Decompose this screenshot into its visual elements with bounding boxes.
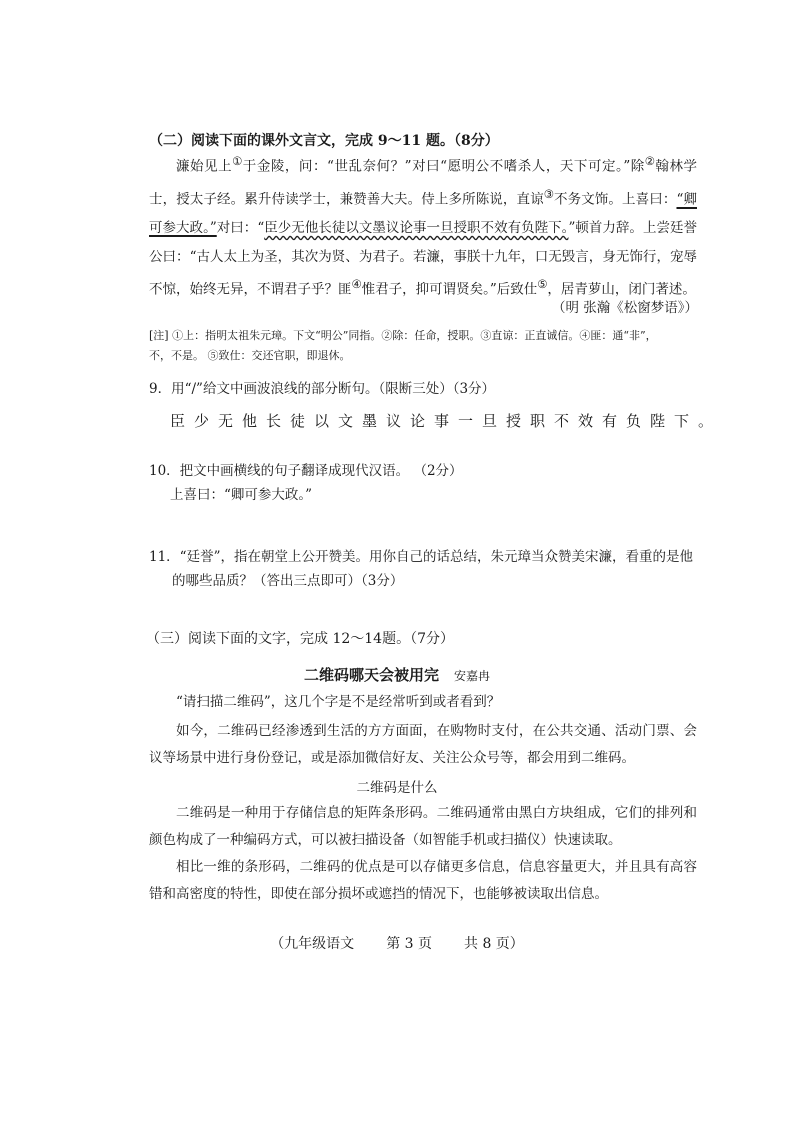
article-author: 安嘉冉 xyxy=(454,669,491,683)
section2-heading: （二）阅读下面的课外文言文，完成 9～11 题。（8分） xyxy=(149,133,499,149)
passage-text: ，居青萝山，闭门著述。 xyxy=(547,281,696,298)
section3-heading: （三）阅读下面的文字，完成 12～14题。（7分） xyxy=(146,631,454,647)
article-paragraph: 相比一维的条形码，二维码的优点是可以存储更多信息，信息容量更大，并且具有高容错和高密度的特性，即使在部分损坏或遮挡的情况下，也能够被读取出信息。 xyxy=(149,859,697,902)
q11-stem-continued: 的哪些品质？（答出三点即可）（3分） xyxy=(172,573,404,589)
article-paragraph: 二维码是一种用于存储信息的矩阵条形码。二维码通常由黑白方块组成，它们的排列和颜色构成了一种编码方式，可以被扫描设备（如智能手机或扫描仪）快速读取。 xyxy=(149,805,697,848)
article-subheading: 二维码是什么 xyxy=(356,780,438,796)
note-marker: ② xyxy=(644,155,656,168)
note-marker: ① xyxy=(232,155,243,168)
classical-passage xyxy=(149,148,697,304)
footer-subject: （九年级语文 xyxy=(270,936,355,952)
q10-stem: 10．把文中画横线的句子翻译成现代汉语。 （2分） xyxy=(149,463,463,479)
passage-text: 翰林学士，授太子经。累升侍读学士，兼赞善大夫。侍上多所陈说，直谅 xyxy=(149,158,697,208)
passage-text: 于金陵，问：“世乱奈何？”对曰“愿明公不嗜杀人，天下可定。”除 xyxy=(242,158,645,175)
wavy-underlined-sentence: 臣少无他长徒以文墨议论事一旦授职不效有负陛下。 xyxy=(264,220,569,236)
article-title: 二维码哪天会被用完 xyxy=(303,666,439,684)
q9-sentence[interactable]: 臣少无他长徒以文墨议论事一旦授职不效有负陛下。 xyxy=(170,412,723,430)
annotation-notes xyxy=(149,326,709,366)
passage-text: 惟君子，抑可谓贤矣。”后致仕 xyxy=(361,281,538,298)
passage-text: 濂始见上 xyxy=(176,158,233,175)
notes-line: 不，不是。 ⑤致仕：交还官职，即退休。 xyxy=(149,349,351,362)
note-marker: ⑤ xyxy=(537,278,548,291)
passage-text: 对曰：“ xyxy=(216,220,265,236)
note-marker: ④ xyxy=(351,278,362,291)
passage-text: ”顿首力辞。上尝廷誉公曰：“古人太上为圣，其次为贤、为君子。若濂，事朕十九年，口无毁言，身无饰行，宠辱不惊，始终无异，不谓君子乎？匪 xyxy=(149,220,698,298)
q11-stem: 11．“廷誉”，指在朝堂上公开赞美。用你自己的话总结，朱元璋当众赞美宋濂，看重的是他 xyxy=(149,549,693,565)
notes-line: [注] ①上：指明太祖朱元璋。下文“明公”同指。②除：任命，授职。③直谅：正直诚信。④匪：通“非”， xyxy=(149,329,657,342)
article-header xyxy=(0,664,794,685)
footer-page-number: 第 3 页 xyxy=(386,936,432,952)
q9-stem: 9．用“/”给文中画波浪线的部分断句。（限断三处）（3分） xyxy=(149,381,496,397)
underlined-sentence: “卿可参大政。” xyxy=(149,191,697,236)
page-footer xyxy=(0,933,794,953)
article-paragraph: 如今，二维码已经渗透到生活的方方面面，在购物时支付，在公共交通、活动门票、会议等场景中进行身份登记，或是添加微信好友、关注公众号等，都会用到二维码。 xyxy=(149,723,697,766)
passage-text: 不务文饰。上喜曰： xyxy=(553,191,677,208)
note-marker: ③ xyxy=(543,188,554,201)
footer-total-pages: 共 8 页） xyxy=(464,936,524,952)
q10-sentence: 上喜曰：“卿可参大政。” xyxy=(170,487,313,503)
article-paragraph: “请扫描二维码”，这几个字是不是经常听到或者看到？ xyxy=(176,694,501,710)
passage-source: （明 张瀚《松窗梦语》） xyxy=(551,300,698,316)
